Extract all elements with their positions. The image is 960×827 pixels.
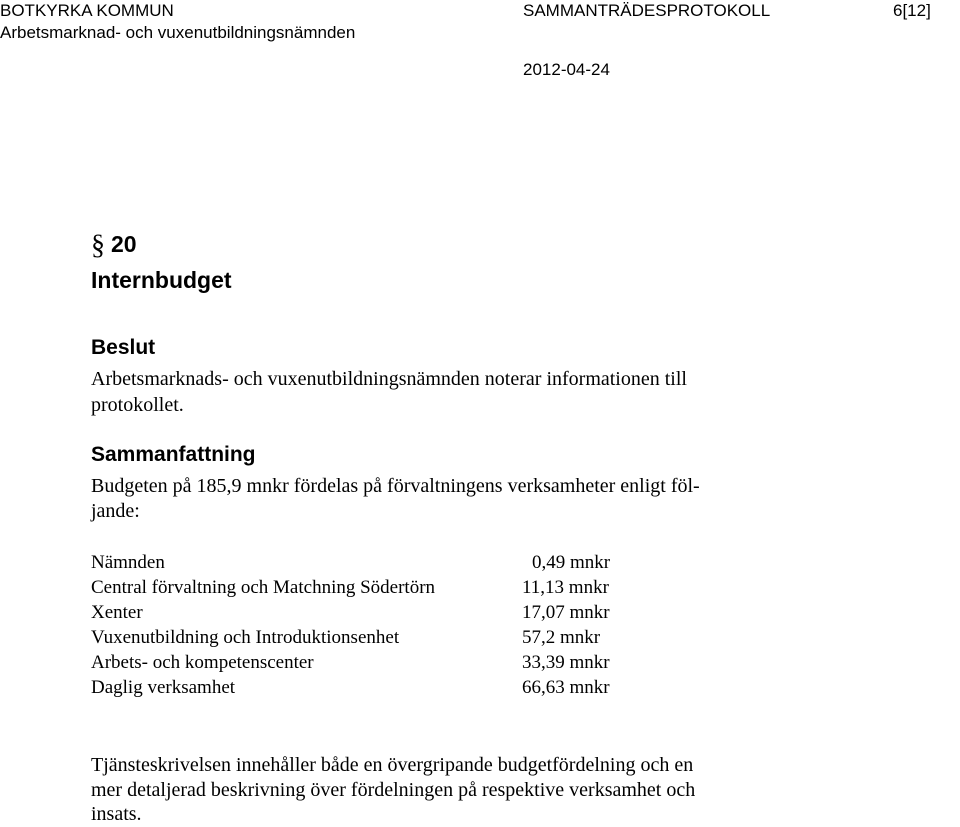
budget-unit-name: Xenter	[91, 602, 143, 623]
budget-unit-name: Vuxenutbildning och Introduktionsenhet	[91, 627, 400, 648]
budget-amount: 11,13 mnkr	[522, 577, 609, 598]
page-number: 6[12]	[893, 1, 931, 20]
section-heading	[91, 228, 137, 260]
document-type: SAMMANTRÄDESPROTOKOLL	[523, 1, 771, 20]
closing-text-line-1: Tjänsteskrivelsen innehåller både en övergripande budgetfördelning och en	[91, 754, 694, 776]
decision-heading: Beslut	[91, 336, 156, 359]
budget-amount: 0,49 mnkr	[532, 552, 611, 573]
meeting-date: 2012-04-24	[523, 60, 610, 79]
budget-unit-name: Daglig verksamhet	[91, 677, 236, 698]
budget-amount: 66,63 mnkr	[522, 677, 610, 698]
budget-amount: 33,39 mnkr	[522, 652, 610, 673]
budget-unit-name: Arbets- och kompetenscenter	[91, 652, 314, 673]
decision-text-line-1: Arbetsmarknads- och vuxenutbildningsnämnden noterar informationen till	[91, 368, 687, 390]
section-number: 20	[111, 231, 137, 257]
committee-name: Arbetsmarknad- och vuxenutbildningsnämnden	[0, 23, 356, 42]
summary-heading: Sammanfattning	[91, 443, 256, 466]
closing-text-line-3: insats.	[91, 803, 142, 825]
section-title: Internbudget	[91, 267, 232, 293]
decision-text-line-2: protokollet.	[91, 394, 184, 416]
paragraph-sign: §	[91, 230, 105, 261]
budget-unit-name: Central förvaltning och Matchning Södertörn	[91, 577, 436, 598]
budget-amount: 17,07 mnkr	[522, 602, 610, 623]
municipality-name: BOTKYRKA KOMMUN	[0, 1, 174, 20]
budget-unit-name: Nämnden	[91, 552, 165, 573]
budget-amount: 57,2 mnkr	[522, 627, 601, 648]
summary-text-line-2: jande:	[91, 500, 140, 522]
closing-text-line-2: mer detaljerad beskrivning över fördelningen på respektive verksamhet och	[91, 779, 696, 801]
summary-text-line-1: Budgeten på 185,9 mnkr fördelas på förvaltningens verksamheter enligt föl-	[91, 475, 700, 497]
